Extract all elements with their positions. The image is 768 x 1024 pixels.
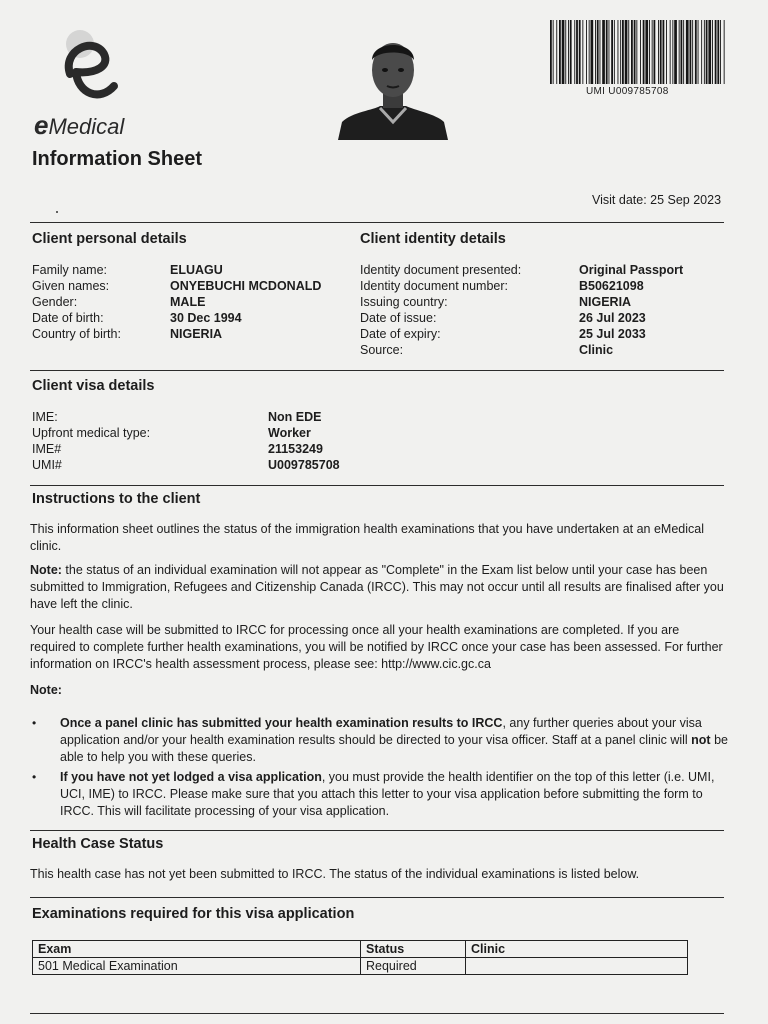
identity-labels [360, 262, 521, 358]
id-doc-number-label: Identity document number: [360, 279, 508, 293]
bullet-1-text: , any further queries about your visa application and/or your health examination results should be directed to your visa officer. Staff at a panel clinic will [60, 716, 702, 747]
exams-heading: Examinations required for this visa application [32, 906, 355, 922]
dob-value: 30 Dec 1994 [170, 311, 242, 325]
bullet-2-bold: If you have not yet lodged a visa application [60, 770, 322, 784]
date-issue-value: 26 Jul 2023 [579, 311, 646, 325]
gender-value: MALE [170, 295, 206, 309]
bullet-1-text-end: be able to help you with these queries. [60, 733, 728, 764]
instructions-heading: Instructions to the client [32, 491, 201, 507]
stray-dot [56, 211, 58, 213]
bullet-1-not: not [691, 733, 711, 747]
table-row [33, 958, 688, 975]
ime-label: IME: [32, 410, 58, 424]
personal-values [170, 262, 321, 342]
upfront-type-value: Worker [268, 426, 311, 440]
date-expiry-value: 25 Jul 2033 [579, 327, 646, 341]
clinic-cell [466, 958, 688, 975]
id-doc-presented-value: Original Passport [579, 263, 684, 277]
visa-values [268, 409, 340, 473]
client-photo [338, 30, 448, 140]
id-doc-number-value: B50621098 [579, 279, 644, 293]
identity-values [579, 262, 683, 358]
exam-cell: 501 Medical Examination [33, 958, 361, 975]
personal-details-heading: Client personal details [32, 231, 187, 247]
ime-number-label: IME# [32, 442, 62, 456]
barcode-image [548, 18, 726, 86]
visa-details-heading: Client visa details [32, 378, 155, 394]
divider [30, 485, 724, 486]
table-header-row [33, 941, 688, 958]
visit-date: Visit date: 25 Sep 2023 [592, 193, 722, 207]
umi-number-value: U009785708 [268, 458, 340, 472]
upfront-type-label: Upfront medical type: [32, 426, 151, 440]
instructions-paragraph-3: Your health case will be submitted to IRCC for processing once all your health examinations are completed. If you are required to complete further health examinations, you will be notified by IRCC once your case has been assessed. For further information on IRCC's health assessment process, please see: http://www.cic.gc.ca [30, 623, 723, 671]
issuing-country-value: NIGERIA [579, 295, 632, 309]
family-name-value: ELUAGU [170, 263, 223, 277]
instructions-paragraph-1: This information sheet outlines the status of the immigration health examinations that you have undertaken at an eMedical clinic. [30, 522, 704, 553]
source-label: Source: [360, 343, 404, 357]
date-issue-label: Date of issue: [360, 311, 437, 325]
given-names-value: ONYEBUCHI MCDONALD [170, 279, 322, 293]
logo-medical-word: Medical [48, 114, 125, 139]
gender-label: Gender: [32, 295, 78, 309]
bullet-2-text: , you must provide the health identifier on the top of this letter (i.e. UMI, UCI, IME) to IRCC. Please make sure that you attach this letter to your visa application before submitting the form to IRCC. This will facilitate processing of your visa application. [60, 770, 715, 818]
column-header-clinic: Clinic [466, 941, 688, 958]
column-header-status: Status [361, 941, 466, 958]
logo-e-letter: e [34, 110, 49, 140]
status-cell: Required [361, 958, 466, 975]
barcode-umi-text: UMI U009785708 [586, 86, 669, 97]
country-birth-value: NIGERIA [170, 327, 223, 341]
health-status-text: This health case has not yet been submitted to IRCC. The status of the individual examinations is listed below. [30, 867, 640, 881]
identity-details-heading: Client identity details [360, 231, 506, 247]
note-label-inline: Note: [30, 563, 62, 577]
ime-value: Non EDE [268, 410, 322, 424]
divider [30, 222, 724, 223]
date-expiry-label: Date of expiry: [360, 327, 441, 341]
exams-table [32, 940, 688, 975]
umi-number-label: UMI# [32, 458, 62, 472]
bullet-1-bold: Once a panel clinic has submitted your health examination results to IRCC [60, 716, 503, 730]
issuing-country-label: Issuing country: [360, 295, 448, 309]
note-text: the status of an individual examination will not appear as "Complete" in the Exam list below until your case has been submitted to Immigration, Refugees and Citizenship Canada (IRCC). This may not occur until all results are finalised after you have left the clinic. [30, 563, 724, 611]
ime-number-value: 21153249 [268, 442, 323, 456]
bullet-item-1 [60, 715, 728, 766]
country-birth-label: Country of birth: [32, 327, 121, 341]
personal-labels [32, 262, 121, 342]
source-value: Clinic [579, 343, 614, 357]
emedical-logo-icon [52, 28, 122, 108]
bullet-icon: • [32, 716, 37, 730]
given-names-label: Given names: [32, 279, 110, 293]
bullet-item-2 [60, 769, 728, 820]
divider [30, 830, 724, 831]
divider [30, 1013, 724, 1014]
note-heading: Note: [30, 683, 62, 697]
id-doc-presented-label: Identity document presented: [360, 263, 522, 277]
emedical-logo-text [34, 110, 124, 141]
visa-labels [32, 409, 150, 473]
divider [30, 370, 724, 371]
bullet-icon: • [32, 770, 37, 784]
family-name-label: Family name: [32, 263, 108, 277]
page-title: Information Sheet [32, 148, 203, 170]
dob-label: Date of birth: [32, 311, 104, 325]
instructions-note-paragraph [30, 562, 728, 613]
column-header-exam: Exam [33, 941, 361, 958]
divider [30, 897, 724, 898]
health-status-heading: Health Case Status [32, 836, 164, 852]
